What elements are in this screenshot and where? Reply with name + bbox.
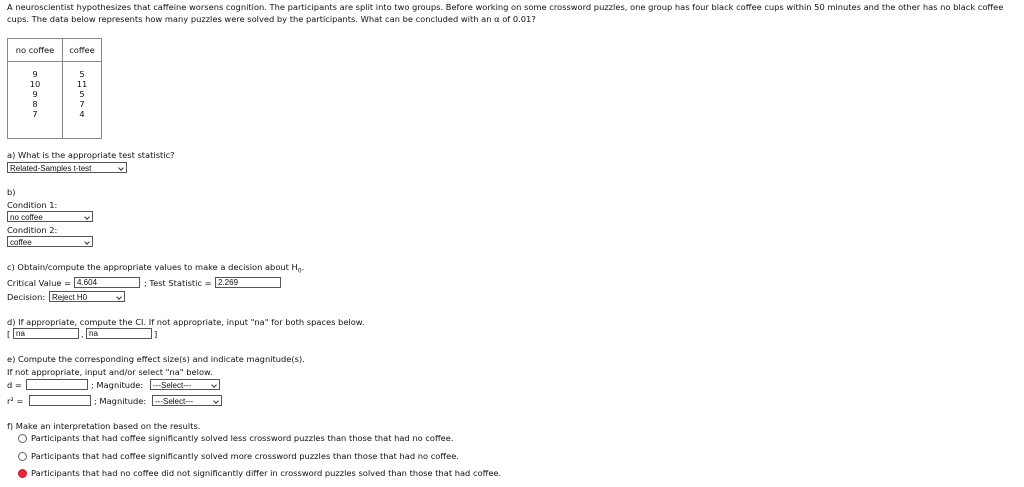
part-f-label: f) Make an interpretation based on the results. [7,421,201,431]
interpretation-option-3[interactable]: Participants that had no coffee did not significantly differ in crossword puzzles solved than those that had coffee. [31,468,502,478]
table-data-row [8,62,102,139]
decision-label: Decision: [7,292,46,302]
table-cell: 7 [79,99,85,109]
table-cell: 9 [32,89,38,99]
critical-value-input[interactable]: 4.604 [74,277,140,288]
condition-1-label: Condition 1: [7,200,58,210]
chevron-down-icon [211,382,217,388]
interpretation-radio-2[interactable] [18,452,27,461]
interpretation-radio-1[interactable] [18,434,27,443]
d-magnitude-value: ---Select--- [153,381,192,390]
part-c-label [7,261,304,278]
r2-magnitude-value: ---Select--- [155,397,194,406]
ci-lower-input[interactable]: na [13,328,79,339]
interpretation-option-1[interactable]: Participants that had coffee significantly solved less crossword puzzles than those that had no coffee. [31,433,454,443]
decision-value: Reject H0 [52,293,88,302]
condition-1-select[interactable] [7,211,93,222]
r2-magnitude-label: ; Magnitude: [94,396,147,406]
d-input[interactable] [26,379,88,390]
chevron-down-icon [116,294,122,300]
condition-2-label: Condition 2: [7,225,58,235]
r2-input[interactable] [29,395,91,406]
ci-upper-input[interactable]: na [86,328,152,339]
table-cell: 8 [32,99,38,109]
part-c-label-suffix: . [301,262,305,272]
part-e-label-2: If not appropriate, input and/or select "na" below. [7,367,213,377]
decision-select[interactable] [49,291,125,302]
r2-magnitude-select[interactable] [152,395,222,406]
test-statistic-label: ; Test Statistic = [144,278,212,288]
test-statistic-value: Related-Samples t-test [10,164,92,173]
table-cell: 4 [79,109,85,119]
part-e-label-1: e) Compute the corresponding effect size(s) and indicate magnitude(s). [7,354,305,364]
d-label: d = [7,380,22,390]
question-line-1: A neuroscientist hypothesizes that caffeine worsens cognition. The participants are split into two groups. Before working on some crossword puzzles, one group has four black coffee cups within 50 minutes and the other has no black coffee [7,2,1004,12]
ci-comma: , [81,329,84,339]
part-b-label: b) [7,187,16,197]
condition-2-value: coffee [10,238,32,247]
chevron-down-icon [84,239,90,245]
chevron-down-icon [84,214,90,220]
critical-value-label: Critical Value = [7,278,72,288]
test-statistic-input[interactable]: 2.269 [215,277,281,288]
column-no-coffee [8,62,63,139]
table-header-row [8,39,102,62]
part-c-label-subscript: 0 [297,267,302,275]
table-cell: 5 [79,89,85,99]
data-table [7,38,102,139]
ci-open-bracket: [ [7,329,11,339]
table-cell: 9 [32,69,38,79]
table-cell: 7 [32,109,38,119]
part-c-label-text: c) Obtain/compute the appropriate values to make a decision about H [7,262,298,272]
table-cell: 10 [29,79,41,89]
interpretation-radio-3[interactable] [18,469,27,478]
part-d-label: d) If appropriate, compute the CI. If not appropriate, input "na" for both spaces below. [7,317,365,327]
ci-close-bracket: ] [154,329,158,339]
header-no-coffee: no coffee [8,39,63,62]
table-cell: 5 [79,69,85,79]
d-magnitude-select[interactable] [150,379,220,390]
table-cell: 11 [76,79,88,89]
condition-1-value: no coffee [10,213,43,222]
chevron-down-icon [118,165,124,171]
chevron-down-icon [213,398,219,404]
question-line-2: cups. The data below represents how many puzzles were solved by the participants. What can be concluded with an α of 0.01? [7,14,536,24]
test-statistic-select[interactable] [7,162,127,173]
condition-2-select[interactable] [7,236,93,247]
header-coffee: coffee [63,39,102,62]
interpretation-option-2[interactable]: Participants that had coffee significantly solved more crossword puzzles than those that had no coffee. [31,451,459,461]
column-coffee [63,62,102,139]
d-magnitude-label: ; Magnitude: [91,380,144,390]
r2-label: r² = [7,396,24,406]
part-a-label: a) What is the appropriate test statistic? [7,150,175,160]
